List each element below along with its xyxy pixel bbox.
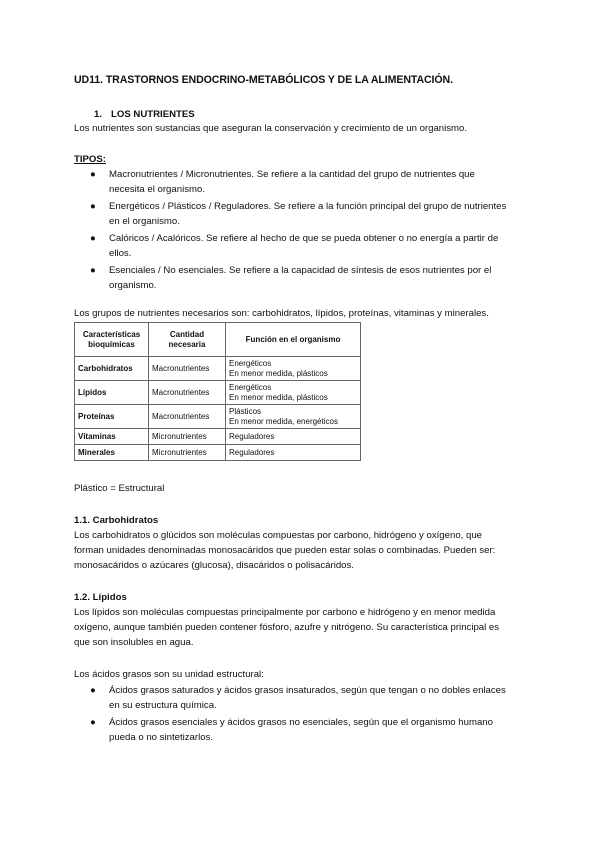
table-row: Minerales Micronutrientes Reguladores xyxy=(75,445,361,461)
bullet-icon: ● xyxy=(90,201,96,212)
subsection-title-carbohydrates: 1.1. Carbohidratos xyxy=(74,515,159,526)
groups-text: Los grupos de nutrientes necesarios son: carbohidratos, lípidos, proteínas, vitaminas y minerales. xyxy=(74,308,489,319)
bullet-icon: ● xyxy=(90,169,96,180)
section-title: LOS NUTRIENTES xyxy=(111,109,195,120)
table-row: Carbohidratos Macronutrientes Energéticos En menor medida, plásticos xyxy=(75,357,361,381)
bullet-icon: ● xyxy=(90,265,96,276)
table-row: Proteínas Macronutrientes Plásticos En menor medida, energéticos xyxy=(75,405,361,429)
table-header: Función en el organismo xyxy=(226,323,361,357)
list-item: ● Calóricos / Acalóricos. Se refiere al hecho de que se pueda obtener o no energía a partir de ellos. xyxy=(90,233,499,259)
tipos-list xyxy=(74,167,534,295)
tipos-heading: TIPOS: xyxy=(74,154,106,165)
bullet-icon: ● xyxy=(90,233,96,244)
section-number: 1. xyxy=(94,109,103,120)
fatty-acids-intro: Los ácidos grasos son su unidad estructural: xyxy=(74,669,264,680)
bullet-icon: ● xyxy=(90,685,96,696)
table-row: Vitaminas Micronutrientes Reguladores xyxy=(75,429,361,445)
list-item: ● Esenciales / No esenciales. Se refiere a la capacidad de síntesis de esos nutrientes por el organismo. xyxy=(90,265,492,291)
nutrients-table xyxy=(74,322,361,461)
carbohydrates-paragraph: Los carbohidratos o glúcidos son moléculas compuestas por carbono, hidrógeno y oxígeno, que forman unidades denominadas monosacáridos que pueden estar solas o combinadas. Pueden ser: monosacáridos o azúcares (glucosa), disacáridos o polisacáridos. xyxy=(74,530,496,571)
plastic-note: Plástico = Estructural xyxy=(74,483,165,494)
section-heading xyxy=(94,107,195,122)
lipids-paragraph: Los lípidos son moléculas compuestas principalmente por carbono e hidrógeno y en menor medida oxígeno, aunque también pueden contener fósforo, azufre y nitrógeno. Su característica principal es que son insolubles en agua. xyxy=(74,607,500,648)
list-item: ● Ácidos grasos esenciales y ácidos grasos no esenciales, según que el organismo humano pueda o no sintetizarlos. xyxy=(90,717,493,743)
table-header: Características bioquímicas xyxy=(75,323,149,357)
bullet-icon: ● xyxy=(90,717,96,728)
subsection-title-lipids: 1.2. Lípidos xyxy=(74,592,127,603)
nutrients-intro: Los nutrientes son sustancias que aseguran la conservación y crecimiento de un organismo. xyxy=(74,123,468,134)
list-item: ● Macronutrientes / Micronutrientes. Se refiere a la cantidad del grupo de nutrientes que necesita el organismo. xyxy=(90,169,475,195)
document-title: UD11. TRASTORNOS ENDOCRINO-METABÓLICOS Y DE LA ALIMENTACIÓN. xyxy=(74,74,453,86)
list-item: ● Ácidos grasos saturados y ácidos grasos insaturados, según que tengan o no dobles enlaces en su estructura química. xyxy=(90,685,506,711)
fatty-acids-list xyxy=(74,683,534,747)
table-header: Cantidad necesaria xyxy=(149,323,226,357)
list-item: ● Energéticos / Plásticos / Reguladores. Se refiere a la función principal del grupo de nutrientes en el organismo. xyxy=(90,201,507,227)
table-row: Lípidos Macronutrientes Energéticos En menor medida, plásticos xyxy=(75,381,361,405)
